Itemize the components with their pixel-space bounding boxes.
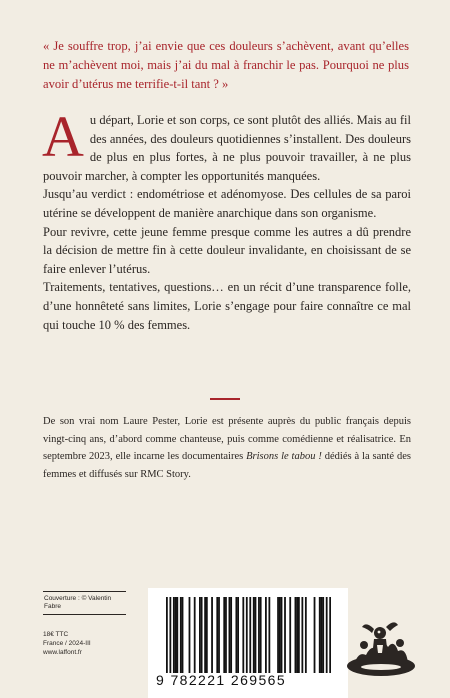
barcode-bar	[218, 597, 220, 673]
pull-quote: « Je souffre trop, j’ai envie que ces douleurs s’achèvent, avant qu’elles ne m’achèvent moi, mais j’ai du mal à franchir le pas. Pourquoi ne plus avoir d’utérus me terrifie-t-il tant ? »	[43, 39, 409, 91]
barcode-bar	[249, 597, 251, 673]
barcode-bar	[204, 597, 206, 673]
publisher-website: www.laffont.fr	[43, 649, 82, 656]
edition: France / 2024-III	[43, 640, 91, 647]
barcode-bar	[216, 597, 218, 673]
barcode-bar	[329, 597, 331, 673]
barcode	[148, 588, 348, 698]
barcode-bar	[281, 597, 283, 673]
barcode-bar	[189, 597, 191, 673]
barcode-bar	[326, 597, 328, 673]
barcode-bar	[199, 597, 201, 673]
barcode-bar	[305, 597, 307, 673]
barcode-bar	[319, 597, 321, 673]
documentary-title: Brisons le tabou !	[246, 451, 322, 462]
synopsis-paragraph-3: Pour revivre, cette jeune femme presque comme les autres a dû prendre la décision de mettre fin à cette douleur invalidante, en choisissant de se faire enlever l’utérus.	[43, 224, 411, 276]
price: 18€ TTC	[43, 631, 69, 638]
barcode-bar	[225, 597, 227, 673]
barcode-bar	[279, 597, 281, 673]
barcode-bar	[173, 597, 175, 673]
barcode-bar	[246, 597, 248, 673]
barcode-bar	[277, 597, 279, 673]
synopsis-paragraph-1	[42, 104, 411, 185]
barcode-bar	[194, 597, 196, 673]
barcode-bar	[237, 597, 239, 673]
barcode-bar	[258, 597, 260, 673]
barcode-bar	[268, 597, 270, 673]
barcode-bar	[298, 597, 300, 673]
barcode-bar	[206, 597, 208, 673]
barcode-bar	[314, 597, 316, 673]
barcode-bar	[229, 597, 231, 673]
barcode-bar	[176, 597, 178, 673]
barcode-bars	[166, 597, 331, 673]
barcode-bar	[235, 597, 237, 673]
barcode-bar	[182, 597, 184, 673]
section-divider	[210, 398, 240, 400]
drop-cap: A	[42, 104, 84, 169]
barcode-bar	[265, 597, 267, 673]
synopsis-paragraph-2: Jusqu’au verdict : endométriose et adénomyose. Des cellules de sa paroi utérine se développent de manière anarchique dans son organisme.	[43, 187, 411, 220]
cover-credits: Couverture : © Valentin Fabre	[43, 591, 126, 615]
isbn-number: 9 782221 269565	[156, 672, 286, 688]
barcode-bar	[322, 597, 324, 673]
barcode-bar	[295, 597, 297, 673]
bio-text-1: De son vrai nom Laure Pester, Lorie est présente auprès du public français depuis vingt-cinq ans, d’abord comme chanteuse, puis comme comédienne et réalisatrice. En septembre 2023, elle incarne les documentaires	[43, 416, 411, 462]
price-block	[43, 630, 113, 657]
barcode-bar	[223, 597, 225, 673]
synopsis-paragraph-4: Traitements, tentatives, questions… en un récit d’une transparence folle, d’une honnêteté sans limites, Lorie s’engage pour faire connaître ce mal qui touche 10 % des femmes.	[43, 280, 411, 332]
synopsis-text-1: u départ, Lorie et son corps, ce sont plutôt des alliés. Mais au fil des années, des douleurs quotidiennes s’installent. Des douleurs de plus en plus fortes, à ne plus pouvoir travailler, à ne plus pouvoir marcher, à compter les opportunités manquées.	[43, 113, 411, 183]
barcode-bar	[260, 597, 262, 673]
barcode-bar	[301, 597, 303, 673]
bio-text-2: dédiés à la santé des femmes et diffusés sur RMC Story.	[43, 451, 411, 480]
laffont-publisher-emblem-icon	[344, 617, 418, 679]
barcode-bar	[175, 597, 177, 673]
barcode-bar	[289, 597, 291, 673]
barcode-bar	[169, 597, 171, 673]
barcode-bar	[284, 597, 286, 673]
barcode-bar	[201, 597, 203, 673]
barcode-bar	[211, 597, 213, 673]
barcode-bar	[296, 597, 298, 673]
barcode-bar	[255, 597, 257, 673]
synopsis	[42, 104, 411, 334]
barcode-bar	[242, 597, 244, 673]
barcode-bar	[321, 597, 323, 673]
barcode-bar	[166, 597, 168, 673]
barcode-bar	[180, 597, 182, 673]
author-bio	[43, 413, 411, 483]
barcode-bar	[230, 597, 232, 673]
barcode-bar	[253, 597, 255, 673]
